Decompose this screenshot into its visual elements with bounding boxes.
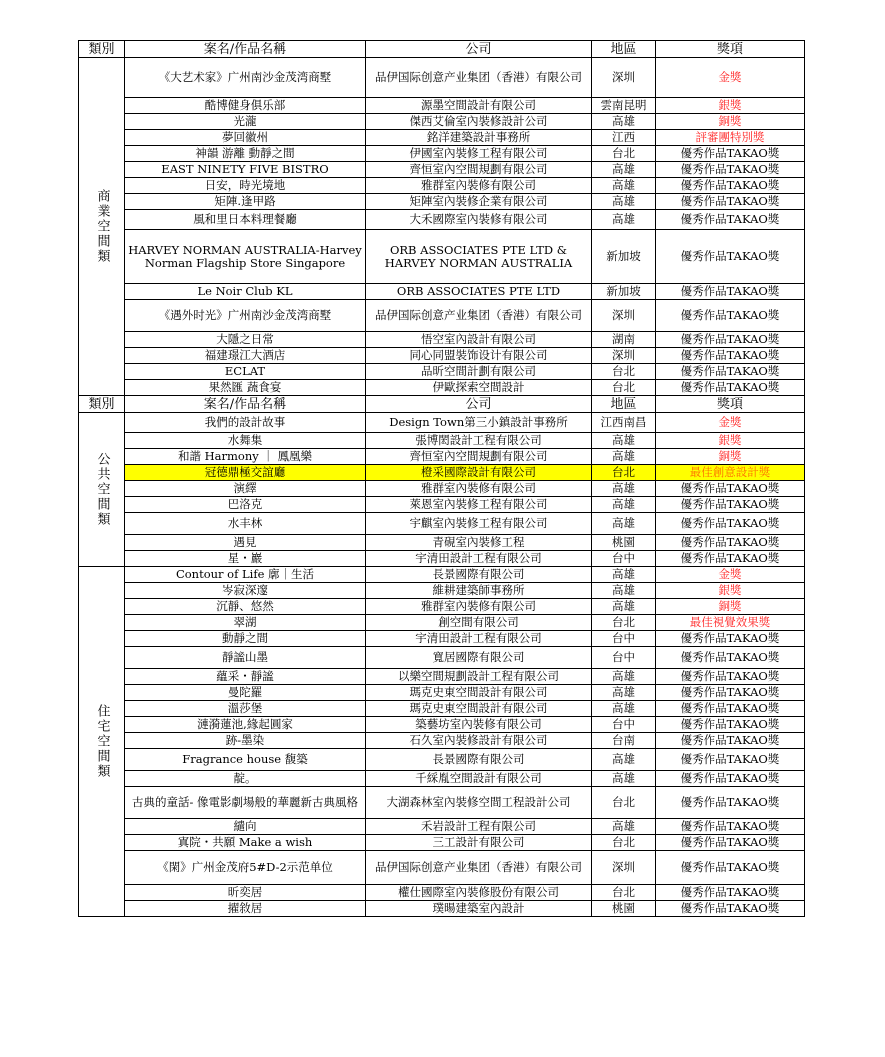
entry-region: 台北 (592, 465, 656, 481)
table-row (79, 230, 805, 284)
entry-region: 台中 (592, 647, 656, 669)
entry-company: 雅群室內裝修有限公司 (366, 599, 592, 615)
entry-region: 高雄 (592, 513, 656, 535)
entry-name: 跡-墨染 (125, 733, 366, 749)
entry-company: 千綵胤空間設計有限公司 (366, 771, 592, 787)
table-row (79, 380, 805, 396)
entry-award: 優秀作品TAKAO獎 (656, 194, 805, 210)
entry-award: 優秀作品TAKAO獎 (656, 332, 805, 348)
entry-award: 優秀作品TAKAO獎 (656, 901, 805, 917)
entry-name: Le Noir Club KL (125, 284, 366, 300)
entry-name: 溫莎堡 (125, 701, 366, 717)
entry-company: 創空間有限公司 (366, 615, 592, 631)
table-row (79, 901, 805, 917)
entry-award: 優秀作品TAKAO獎 (656, 787, 805, 819)
entry-award: 優秀作品TAKAO獎 (656, 348, 805, 364)
entry-award: 優秀作品TAKAO獎 (656, 178, 805, 194)
entry-award: 優秀作品TAKAO獎 (656, 513, 805, 535)
entry-name: ECLAT (125, 364, 366, 380)
entry-name: 靜謐山墨 (125, 647, 366, 669)
entry-name: 昕奕居 (125, 885, 366, 901)
entry-company: 寬居國際有限公司 (366, 647, 592, 669)
table-row (79, 819, 805, 835)
table-row (79, 567, 805, 583)
category-label: 公共空間類 (79, 413, 125, 567)
entry-region: 深圳 (592, 58, 656, 98)
entry-award: 金獎 (656, 58, 805, 98)
table-row (79, 348, 805, 364)
table-row (79, 194, 805, 210)
entry-name: 我們的設計故事 (125, 413, 366, 433)
entry-name: 岑寂深邃 (125, 583, 366, 599)
entry-name: 演繹 (125, 481, 366, 497)
entry-name: 《閑》广州金茂府5#D-2示范单位 (125, 851, 366, 885)
entry-name: 光瀧 (125, 114, 366, 130)
entry-company: 雅群室內裝修有限公司 (366, 481, 592, 497)
entry-company: 以樂空間規劃設計工程有限公司 (366, 669, 592, 685)
entry-name: 水舞集 (125, 433, 366, 449)
entry-award: 銅獎 (656, 599, 805, 615)
entry-region: 高雄 (592, 210, 656, 230)
entry-region: 高雄 (592, 567, 656, 583)
entry-name: 繾向 (125, 819, 366, 835)
entry-company: 禾岩設計工程有限公司 (366, 819, 592, 835)
entry-company: 長景國際有限公司 (366, 567, 592, 583)
table-row (79, 433, 805, 449)
entry-company: 三工設計有限公司 (366, 835, 592, 851)
entry-name: 神韻 游離 動靜之間 (125, 146, 366, 162)
header-name: 案名/作品名稱 (125, 41, 366, 58)
entry-award: 優秀作品TAKAO獎 (656, 669, 805, 685)
entry-company: 伊歐探索空間設計 (366, 380, 592, 396)
entry-region: 高雄 (592, 481, 656, 497)
table-row (79, 787, 805, 819)
table-row (79, 615, 805, 631)
entry-company: 品伊国际创意产业集团（香港）有限公司 (366, 851, 592, 885)
entry-award: 優秀作品TAKAO獎 (656, 885, 805, 901)
entry-company: 大湖森林室內裝修空間工程設計公司 (366, 787, 592, 819)
header-category: 類別 (79, 41, 125, 58)
entry-award: 優秀作品TAKAO獎 (656, 733, 805, 749)
table-row (79, 497, 805, 513)
entry-award: 優秀作品TAKAO獎 (656, 300, 805, 332)
entry-company: 橙采國際設計有限公司 (366, 465, 592, 481)
entry-award: 銀獎 (656, 98, 805, 114)
entry-region: 台中 (592, 551, 656, 567)
entry-company: ORB ASSOCIATES PTE LTD & HARVEY NORMAN AUSTRALIA (366, 230, 592, 284)
table-row (79, 130, 805, 146)
entry-name: 矩陣.逢甲路 (125, 194, 366, 210)
entry-award: 最佳創意設計獎 (656, 465, 805, 481)
entry-region: 新加坡 (592, 230, 656, 284)
table-row (79, 364, 805, 380)
table-row (79, 413, 805, 433)
entry-region: 高雄 (592, 701, 656, 717)
entry-name: 遇見 (125, 535, 366, 551)
entry-company: ORB ASSOCIATES PTE LTD (366, 284, 592, 300)
entry-region: 台北 (592, 364, 656, 380)
entry-name: 星・巖 (125, 551, 366, 567)
entry-company: 品伊国际创意产业集团（香港）有限公司 (366, 300, 592, 332)
entry-region: 高雄 (592, 749, 656, 771)
entry-award: 優秀作品TAKAO獎 (656, 210, 805, 230)
entry-region: 高雄 (592, 433, 656, 449)
table-row (79, 733, 805, 749)
entry-award: 優秀作品TAKAO獎 (656, 364, 805, 380)
entry-region: 高雄 (592, 669, 656, 685)
table-row (79, 284, 805, 300)
entry-region: 高雄 (592, 819, 656, 835)
entry-region: 高雄 (592, 194, 656, 210)
entry-company: 宇清田設計工程有限公司 (366, 551, 592, 567)
entry-region: 高雄 (592, 599, 656, 615)
entry-region: 江西 (592, 130, 656, 146)
entry-name: 《大艺术家》广州南沙金茂湾商墅 (125, 58, 366, 98)
entry-award: 優秀作品TAKAO獎 (656, 647, 805, 669)
header-award: 獎項 (656, 41, 805, 58)
entry-company: 品伊国际创意产业集团（香港）有限公司 (366, 58, 592, 98)
entry-company: 瑪克史東空間設計有限公司 (366, 685, 592, 701)
awards-table (78, 40, 805, 917)
entry-company: 源墨空間設計有限公司 (366, 98, 592, 114)
entry-company: 維耕建築師事務所 (366, 583, 592, 599)
entry-award: 優秀作品TAKAO獎 (656, 162, 805, 178)
header-company: 公司 (366, 396, 592, 413)
entry-region: 高雄 (592, 162, 656, 178)
category-label: 商業空間類 (79, 58, 125, 396)
entry-region: 台南 (592, 733, 656, 749)
table-row (79, 583, 805, 599)
entry-company: 青硯室內裝修工程 (366, 535, 592, 551)
entry-name: 《遇外时光》广州南沙金茂湾商墅 (125, 300, 366, 332)
entry-name: 寘院・共願 Make a wish (125, 835, 366, 851)
entry-award: 評審團特別獎 (656, 130, 805, 146)
entry-company: 齊恒室內空間規劃有限公司 (366, 449, 592, 465)
entry-region: 台北 (592, 835, 656, 851)
entry-company: 矩陣室內裝修企業有限公司 (366, 194, 592, 210)
entry-region: 高雄 (592, 449, 656, 465)
table-row (79, 449, 805, 465)
entry-region: 台北 (592, 615, 656, 631)
entry-award: 優秀作品TAKAO獎 (656, 380, 805, 396)
entry-company: 璞暘建築室內設計 (366, 901, 592, 917)
entry-region: 高雄 (592, 583, 656, 599)
entry-region: 台北 (592, 885, 656, 901)
entry-region: 深圳 (592, 348, 656, 364)
table-row (79, 835, 805, 851)
entry-name: 酷博健身俱乐部 (125, 98, 366, 114)
entry-company: 萊恩室內裝修工程有限公司 (366, 497, 592, 513)
entry-company: 長景國際有限公司 (366, 749, 592, 771)
entry-name: 漣漪蓮池,緣起圓家 (125, 717, 366, 733)
entry-name: 風和里日本料理餐廳 (125, 210, 366, 230)
entry-name: 夢回徽州 (125, 130, 366, 146)
table-row (79, 162, 805, 178)
entry-company: 石久室內裝修設計有限公司 (366, 733, 592, 749)
entry-award: 優秀作品TAKAO獎 (656, 701, 805, 717)
header-category: 類別 (79, 396, 125, 413)
entry-region: 高雄 (592, 178, 656, 194)
table-row (79, 146, 805, 162)
entry-region: 桃園 (592, 535, 656, 551)
entry-company: 瑪克史東空間設計有限公司 (366, 701, 592, 717)
entry-name: EAST NINETY FIVE BISTRO (125, 162, 366, 178)
entry-award: 銀獎 (656, 583, 805, 599)
entry-company: 傑西艾倫室內裝修設計公司 (366, 114, 592, 130)
entry-company: 伊國室內裝修工程有限公司 (366, 146, 592, 162)
awards-sheet (78, 40, 804, 917)
entry-region: 高雄 (592, 771, 656, 787)
entry-award: 優秀作品TAKAO獎 (656, 631, 805, 647)
entry-name: 動靜之間 (125, 631, 366, 647)
table-row (79, 178, 805, 194)
entry-region: 台中 (592, 717, 656, 733)
entry-company: 權仕國際室內裝修股份有限公司 (366, 885, 592, 901)
entry-name: 日安，時光境地 (125, 178, 366, 194)
table-row (79, 58, 805, 98)
table-row (79, 749, 805, 771)
table-row (79, 114, 805, 130)
table-row (79, 481, 805, 497)
entry-award: 優秀作品TAKAO獎 (656, 535, 805, 551)
entry-region: 深圳 (592, 851, 656, 885)
entry-award: 優秀作品TAKAO獎 (656, 717, 805, 733)
entry-region: 高雄 (592, 114, 656, 130)
table-row (79, 771, 805, 787)
header-name: 案名/作品名稱 (125, 396, 366, 413)
header-row (79, 41, 805, 58)
entry-name: 大隱之日常 (125, 332, 366, 348)
entry-company: 宇清田設計工程有限公司 (366, 631, 592, 647)
table-row (79, 210, 805, 230)
entry-name: 沉靜、悠然 (125, 599, 366, 615)
entry-award: 銅獎 (656, 449, 805, 465)
header-region: 地區 (592, 41, 656, 58)
entry-company: 雅群室內裝修有限公司 (366, 178, 592, 194)
entry-region: 桃園 (592, 901, 656, 917)
entry-award: 優秀作品TAKAO獎 (656, 771, 805, 787)
entry-region: 雲南昆明 (592, 98, 656, 114)
category-label: 住宅空間類 (79, 567, 125, 917)
table-row (79, 885, 805, 901)
entry-name: Fragrance house 馥築 (125, 749, 366, 771)
entry-award: 優秀作品TAKAO獎 (656, 481, 805, 497)
entry-region: 新加坡 (592, 284, 656, 300)
entry-region: 台北 (592, 146, 656, 162)
table-row (79, 98, 805, 114)
entry-region: 台北 (592, 380, 656, 396)
header-row-repeat (79, 396, 805, 413)
table-row (79, 599, 805, 615)
entry-award: 優秀作品TAKAO獎 (656, 230, 805, 284)
entry-award: 銅獎 (656, 114, 805, 130)
table-row (79, 332, 805, 348)
entry-name: 福建璟江大酒店 (125, 348, 366, 364)
entry-award: 優秀作品TAKAO獎 (656, 284, 805, 300)
entry-region: 台北 (592, 787, 656, 819)
awards-table-body (79, 41, 805, 917)
header-award: 獎項 (656, 396, 805, 413)
entry-region: 深圳 (592, 300, 656, 332)
entry-award: 優秀作品TAKAO獎 (656, 819, 805, 835)
entry-region: 江西南昌 (592, 413, 656, 433)
entry-name: Contour of Life 廓｜生活 (125, 567, 366, 583)
entry-company: 宇麒室內裝修工程有限公司 (366, 513, 592, 535)
table-row (79, 685, 805, 701)
entry-region: 台中 (592, 631, 656, 647)
entry-name: 和諧 Harmony ｜ 鳳凰樂 (125, 449, 366, 465)
entry-name: 翠湖 (125, 615, 366, 631)
entry-award: 銀獎 (656, 433, 805, 449)
entry-name: 蘊采・靜謐 (125, 669, 366, 685)
table-row (79, 701, 805, 717)
table-row (79, 647, 805, 669)
entry-company: 品昕空間計劃有限公司 (366, 364, 592, 380)
entry-name: 巴洛克 (125, 497, 366, 513)
entry-name: 擢敘居 (125, 901, 366, 917)
entry-name: 曼陀羅 (125, 685, 366, 701)
table-row (79, 717, 805, 733)
entry-award: 金獎 (656, 567, 805, 583)
entry-company: 悟空室內設計有限公司 (366, 332, 592, 348)
entry-award: 優秀作品TAKAO獎 (656, 551, 805, 567)
header-region: 地區 (592, 396, 656, 413)
entry-region: 湖南 (592, 332, 656, 348)
entry-company: 銘洋建築設計事務所 (366, 130, 592, 146)
entry-award: 優秀作品TAKAO獎 (656, 835, 805, 851)
table-row (79, 631, 805, 647)
entry-name: 靛。 (125, 771, 366, 787)
entry-award: 金獎 (656, 413, 805, 433)
entry-name: HARVEY NORMAN AUSTRALIA-Harvey Norman Flagship Store Singapore (125, 230, 366, 284)
entry-company: 同心同盟裝饰设计有限公司 (366, 348, 592, 364)
table-row (79, 513, 805, 535)
table-row (79, 669, 805, 685)
entry-award: 最佳視覺效果獎 (656, 615, 805, 631)
entry-award: 優秀作品TAKAO獎 (656, 146, 805, 162)
entry-award: 優秀作品TAKAO獎 (656, 685, 805, 701)
entry-name: 古典的童話- 像電影劇場般的華麗新古典風格 (125, 787, 366, 819)
entry-region: 高雄 (592, 685, 656, 701)
table-row (79, 851, 805, 885)
table-row (79, 551, 805, 567)
entry-region: 高雄 (592, 497, 656, 513)
entry-name: 水丰林 (125, 513, 366, 535)
table-row (79, 465, 805, 481)
header-company: 公司 (366, 41, 592, 58)
entry-company: 張博閎設計工程有限公司 (366, 433, 592, 449)
entry-award: 優秀作品TAKAO獎 (656, 851, 805, 885)
entry-company: Design Town第三小鎮設計事務所 (366, 413, 592, 433)
entry-award: 優秀作品TAKAO獎 (656, 749, 805, 771)
entry-company: 大禾國際室內裝修有限公司 (366, 210, 592, 230)
entry-name: 冠德鼎極交誼廳 (125, 465, 366, 481)
entry-company: 築藝坊室內裝修有限公司 (366, 717, 592, 733)
entry-name: 果然匯 蔬食宴 (125, 380, 366, 396)
entry-award: 優秀作品TAKAO獎 (656, 497, 805, 513)
entry-company: 齊恒室內空間規劃有限公司 (366, 162, 592, 178)
table-row (79, 300, 805, 332)
table-row (79, 535, 805, 551)
